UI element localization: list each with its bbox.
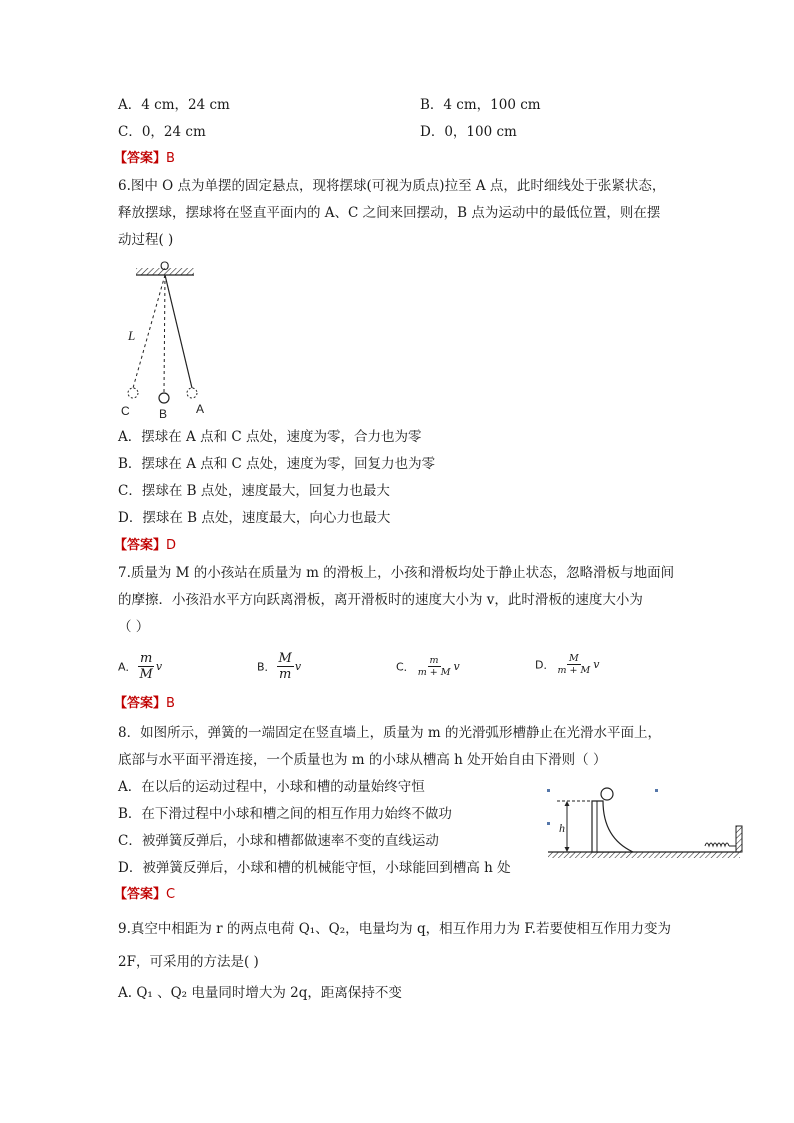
arrow-head-up bbox=[565, 801, 570, 806]
string-b bbox=[164, 275, 165, 392]
q6-answer bbox=[114, 536, 176, 556]
q6-stem-line-3: 动过程( ) bbox=[118, 232, 174, 248]
q8-stem-line-1: 8．如图所示，弹簧的一端固定在竖直墙上，质量为 m 的光滑弧形槽静止在光滑水平面上， bbox=[118, 725, 661, 741]
label-o: O bbox=[160, 259, 170, 273]
q7-stem-line-1: 7.质量为 M 的小孩站在质量为 m 的滑板上，小孩和滑板均处于静止状态，忽略滑板与地面间 bbox=[118, 565, 675, 581]
bob-b bbox=[159, 393, 169, 403]
q6-stem-line-1: 6.图中 O 点为单摆的固定悬点，现将摆球(可视为质点)拉至 A 点，此时细线处于张紧状态， bbox=[118, 178, 666, 194]
arrow-head-down bbox=[565, 847, 570, 852]
fraction bbox=[277, 651, 294, 682]
numerator: M bbox=[278, 651, 292, 666]
label-a: A bbox=[196, 402, 205, 416]
denominator: m + M bbox=[417, 667, 451, 678]
q6-option-d: D．摆球在 B 点处，速度最大，向心力也最大 bbox=[118, 510, 391, 526]
q7-option-d bbox=[535, 653, 599, 676]
slope-trough-figure bbox=[545, 786, 750, 862]
numerator: m bbox=[429, 655, 439, 666]
bob-a bbox=[187, 388, 197, 398]
answer-label: 【答案】 bbox=[114, 538, 167, 553]
answer-value: B bbox=[166, 696, 175, 711]
answer-label: 【答案】 bbox=[114, 887, 167, 902]
selection-handle bbox=[655, 789, 658, 792]
variable: v bbox=[155, 660, 163, 673]
q6-option-b: B．摆球在 A 点和 C 点处，速度为零，回复力也为零 bbox=[118, 456, 436, 472]
option-label: D． bbox=[535, 658, 555, 672]
spring bbox=[705, 843, 729, 846]
denominator: M bbox=[139, 667, 153, 682]
answer-value: B bbox=[166, 151, 175, 166]
denominator: m + M bbox=[557, 665, 591, 676]
answer-label: 【答案】 bbox=[114, 151, 167, 166]
q7-stem-line-3: （ ） bbox=[118, 619, 150, 635]
string-a bbox=[165, 275, 192, 388]
option-label: A． bbox=[118, 660, 137, 674]
fraction bbox=[555, 653, 592, 676]
q9-option-a: A. Q₁ 、Q₂ 电量同时增大为 2q，距离保持不变 bbox=[118, 985, 402, 1001]
q7-option-a bbox=[118, 651, 162, 682]
q9-stem-line-1: 9.真空中相距为 r 的两点电荷 Q₁、Q₂，电量均为 q，相互作用力为 F.若要使相互作用力变为 bbox=[118, 921, 671, 937]
q8-stem-line-2: 底部与水平面平滑连接，一个质量也为 m 的小球从槽高 h 处开始自由下滑则（ ） bbox=[118, 752, 607, 768]
q8-answer bbox=[114, 885, 175, 905]
pendulum-figure bbox=[118, 258, 228, 420]
q6-option-c: C．摆球在 B 点处，速度最大，回复力也最大 bbox=[118, 483, 390, 499]
answer-value: C bbox=[166, 887, 176, 902]
option-label: C． bbox=[396, 660, 415, 674]
fraction bbox=[138, 651, 155, 682]
selection-handle bbox=[547, 789, 550, 792]
ball bbox=[601, 788, 613, 800]
selection-handle bbox=[547, 822, 550, 825]
q5-option-a: A．4 cm，24 cm bbox=[118, 97, 230, 113]
q7-answer bbox=[114, 694, 175, 714]
trough bbox=[592, 801, 633, 852]
label-c: C bbox=[121, 404, 130, 418]
variable: v bbox=[453, 660, 460, 673]
option-label: B． bbox=[257, 660, 276, 674]
answer-value: D bbox=[166, 538, 177, 553]
wall bbox=[736, 826, 742, 852]
ground-hatch bbox=[548, 852, 740, 858]
variable: v bbox=[294, 660, 302, 673]
denominator: m bbox=[279, 667, 292, 682]
q5-option-c: C．0，24 cm bbox=[118, 124, 206, 140]
answer-label: 【答案】 bbox=[114, 696, 167, 711]
q7-option-c bbox=[396, 655, 460, 678]
fraction bbox=[416, 655, 453, 678]
q5-answer bbox=[114, 149, 175, 169]
label-b: B bbox=[159, 407, 168, 420]
q8-option-a: A．在以后的运动过程中，小球和槽的动量始终守恒 bbox=[118, 779, 425, 795]
variable: v bbox=[593, 658, 600, 671]
q5-option-d: D．0，100 cm bbox=[420, 124, 517, 140]
numerator: m bbox=[140, 651, 153, 666]
numerator: M bbox=[568, 653, 579, 664]
q8-option-c: C．被弹簧反弹后，小球和槽都做速率不变的直线运动 bbox=[118, 833, 439, 849]
q5-option-b: B．4 cm，100 cm bbox=[420, 97, 541, 113]
q6-stem-line-2: 释放摆球，摆球将在竖直平面内的 A、C 之间来回摆动，B 点为运动中的最低位置，则在摆 bbox=[118, 205, 661, 221]
label-l: L bbox=[128, 328, 136, 343]
q7-option-b bbox=[257, 651, 301, 682]
q8-option-d: D．被弹簧反弹后，小球和槽的机械能守恒，小球能回到槽高 h 处 bbox=[118, 860, 511, 876]
label-h: h bbox=[559, 821, 565, 835]
bob-c bbox=[128, 388, 138, 398]
q9-stem-line-2: 2F，可采用的方法是( ) bbox=[118, 954, 259, 970]
q7-stem-line-2: 的摩擦．小孩沿水平方向跃离滑板，离开滑板时的速度大小为 v，此时滑板的速度大小为 bbox=[118, 592, 643, 608]
string-c bbox=[133, 275, 165, 388]
q6-option-a: A．摆球在 A 点和 C 点处，速度为零，合力也为零 bbox=[118, 429, 422, 445]
q8-option-b: B．在下滑过程中小球和槽之间的相互作用力始终不做功 bbox=[118, 806, 452, 822]
